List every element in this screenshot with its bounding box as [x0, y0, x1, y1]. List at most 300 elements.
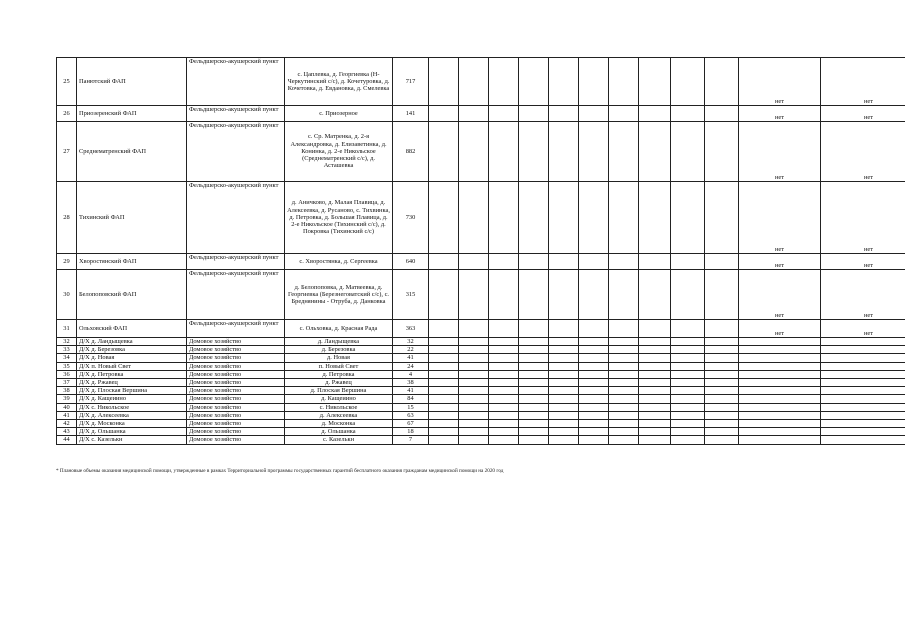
empty-cell: [519, 354, 549, 362]
facility-name: Д/Х д. Петровка: [77, 370, 187, 378]
empty-cell: [549, 270, 579, 320]
empty-cell: [671, 58, 705, 106]
flag-cell-1: нет: [739, 320, 821, 338]
empty-cell: [489, 122, 519, 182]
facility-name: Д/Х д. Алексеевка: [77, 411, 187, 419]
served-localities: д. Ольшанка: [285, 428, 393, 436]
empty-cell: [705, 182, 739, 254]
flag-cell-1: [739, 346, 821, 354]
empty-cell: [579, 420, 609, 428]
empty-cell: [705, 270, 739, 320]
facility-name: Приозеренский ФАП: [77, 106, 187, 122]
empty-cell: [429, 436, 459, 444]
flag-cell-1: [739, 362, 821, 370]
empty-cell: [429, 320, 459, 338]
empty-cell: [519, 122, 549, 182]
empty-cell: [429, 106, 459, 122]
flag-cell-1: [739, 370, 821, 378]
empty-cell: [671, 106, 705, 122]
served-localities: д. Ландыщевка: [285, 338, 393, 346]
empty-cell: [671, 362, 705, 370]
flag-cell-2: [821, 354, 905, 362]
facility-type: Домовое хозяйство: [187, 338, 285, 346]
empty-cell: [705, 436, 739, 444]
row-number: 26: [57, 106, 77, 122]
empty-cell: [579, 254, 609, 270]
empty-cell: [671, 122, 705, 182]
population: 7: [393, 436, 429, 444]
flag-cell-1: [739, 395, 821, 403]
empty-cell: [459, 387, 489, 395]
served-localities: д. Новая: [285, 354, 393, 362]
empty-cell: [519, 338, 549, 346]
empty-cell: [671, 254, 705, 270]
empty-cell: [459, 370, 489, 378]
population: 640: [393, 254, 429, 270]
empty-cell: [639, 387, 671, 395]
served-localities: д. Белопоповка, д. Матвеевка, д. Георгиевка (Березнеговатский с/с), с. Бреднянины - Отруба, д. Данковка: [285, 270, 393, 320]
empty-cell: [489, 403, 519, 411]
row-number: 35: [57, 362, 77, 370]
empty-cell: [549, 122, 579, 182]
table-row: [57, 338, 905, 346]
empty-cell: [609, 58, 639, 106]
empty-cell: [489, 270, 519, 320]
facility-name: Д/Х д. Березовка: [77, 346, 187, 354]
empty-cell: [579, 338, 609, 346]
empty-cell: [519, 403, 549, 411]
empty-cell: [429, 338, 459, 346]
facility-type: Фельдшерско-акушерский пункт: [187, 106, 285, 122]
empty-cell: [549, 182, 579, 254]
empty-cell: [519, 254, 549, 270]
table-row: [57, 395, 905, 403]
population: 18: [393, 428, 429, 436]
flag-cell-1: нет: [739, 106, 821, 122]
flag-cell-2: [821, 411, 905, 419]
row-number: 42: [57, 420, 77, 428]
facility-type: Домовое хозяйство: [187, 387, 285, 395]
table-row: [57, 403, 905, 411]
row-number: 27: [57, 122, 77, 182]
empty-cell: [609, 254, 639, 270]
empty-cell: [549, 106, 579, 122]
empty-cell: [459, 122, 489, 182]
row-number: 28: [57, 182, 77, 254]
empty-cell: [671, 403, 705, 411]
empty-cell: [579, 387, 609, 395]
population: 67: [393, 420, 429, 428]
flag-cell-2: [821, 387, 905, 395]
empty-cell: [671, 338, 705, 346]
empty-cell: [609, 395, 639, 403]
flag-cell-2: нет: [821, 182, 905, 254]
table-row: [57, 370, 905, 378]
facility-type: Фельдшерско-акушерский пункт: [187, 320, 285, 338]
table-row: [57, 362, 905, 370]
empty-cell: [429, 346, 459, 354]
empty-cell: [639, 436, 671, 444]
empty-cell: [549, 58, 579, 106]
empty-cell: [639, 362, 671, 370]
empty-cell: [489, 395, 519, 403]
empty-cell: [609, 403, 639, 411]
facility-name: Д/Х п. Новый Свет: [77, 362, 187, 370]
row-number: 30: [57, 270, 77, 320]
empty-cell: [579, 122, 609, 182]
table-row: [57, 106, 905, 122]
empty-cell: [549, 338, 579, 346]
served-localities: д. Березовка: [285, 346, 393, 354]
flag-cell-2: нет: [821, 122, 905, 182]
served-localities: д. Москонка: [285, 420, 393, 428]
empty-cell: [489, 436, 519, 444]
population: 32: [393, 338, 429, 346]
served-localities: с. Ср. Матренка, д. 2-я Александровка, д. Елизаветинка, д. Конинка, д. 2-е Никольское (Среднематренский с/с), д. Асташевка: [285, 122, 393, 182]
medical-facilities-table: [56, 57, 905, 445]
facility-name: Д/Х д. Новая: [77, 354, 187, 362]
empty-cell: [489, 354, 519, 362]
empty-cell: [549, 428, 579, 436]
row-number: 29: [57, 254, 77, 270]
flag-cell-1: нет: [739, 254, 821, 270]
flag-cell-1: [739, 411, 821, 419]
empty-cell: [639, 346, 671, 354]
empty-cell: [609, 436, 639, 444]
empty-cell: [579, 436, 609, 444]
row-number: 36: [57, 370, 77, 378]
empty-cell: [609, 379, 639, 387]
empty-cell: [609, 106, 639, 122]
flag-cell-1: нет: [739, 122, 821, 182]
facility-type: Домовое хозяйство: [187, 354, 285, 362]
empty-cell: [639, 320, 671, 338]
served-localities: д. Ржавец: [285, 379, 393, 387]
empty-cell: [579, 320, 609, 338]
empty-cell: [459, 420, 489, 428]
empty-cell: [459, 58, 489, 106]
empty-cell: [459, 346, 489, 354]
flag-cell-2: нет: [821, 270, 905, 320]
facility-type: Домовое хозяйство: [187, 436, 285, 444]
empty-cell: [609, 387, 639, 395]
empty-cell: [639, 354, 671, 362]
flag-cell-1: нет: [739, 182, 821, 254]
facility-type: Домовое хозяйство: [187, 411, 285, 419]
empty-cell: [639, 58, 671, 106]
empty-cell: [705, 411, 739, 419]
table-row: [57, 379, 905, 387]
empty-cell: [705, 58, 739, 106]
table-body: [57, 58, 905, 445]
empty-cell: [489, 106, 519, 122]
table-row: [57, 122, 905, 182]
served-localities: с. Цаплевка, д. Георгиевка (Н-Черкутинский с/с), д. Кочетуровка, д. Кочетовка, д. Евдановка, д. Смелевка: [285, 58, 393, 106]
flag-cell-2: нет: [821, 320, 905, 338]
table-row: [57, 182, 905, 254]
population: 15: [393, 403, 429, 411]
facility-type: Домовое хозяйство: [187, 428, 285, 436]
empty-cell: [705, 403, 739, 411]
facility-name: Д/Х д. Москонка: [77, 420, 187, 428]
empty-cell: [429, 354, 459, 362]
population: 24: [393, 362, 429, 370]
empty-cell: [519, 106, 549, 122]
empty-cell: [429, 379, 459, 387]
empty-cell: [459, 436, 489, 444]
empty-cell: [705, 338, 739, 346]
empty-cell: [549, 403, 579, 411]
empty-cell: [579, 354, 609, 362]
empty-cell: [705, 106, 739, 122]
empty-cell: [639, 379, 671, 387]
empty-cell: [639, 270, 671, 320]
facility-name: Хворостянский ФАП: [77, 254, 187, 270]
flag-cell-2: [821, 395, 905, 403]
empty-cell: [639, 370, 671, 378]
empty-cell: [489, 182, 519, 254]
served-localities: д. Петровка: [285, 370, 393, 378]
empty-cell: [549, 411, 579, 419]
flag-cell-1: [739, 436, 821, 444]
empty-cell: [609, 362, 639, 370]
empty-cell: [639, 122, 671, 182]
empty-cell: [519, 411, 549, 419]
served-localities: с. Казелькн: [285, 436, 393, 444]
row-number: 43: [57, 428, 77, 436]
empty-cell: [609, 370, 639, 378]
facility-type: Фельдшерско-акушерский пункт: [187, 182, 285, 254]
empty-cell: [489, 338, 519, 346]
row-number: 31: [57, 320, 77, 338]
empty-cell: [705, 428, 739, 436]
table-row: [57, 387, 905, 395]
population: 4: [393, 370, 429, 378]
served-localities: с. Приозерное: [285, 106, 393, 122]
empty-cell: [519, 370, 549, 378]
population: 84: [393, 395, 429, 403]
empty-cell: [519, 362, 549, 370]
empty-cell: [549, 436, 579, 444]
empty-cell: [609, 346, 639, 354]
empty-cell: [459, 362, 489, 370]
empty-cell: [489, 428, 519, 436]
empty-cell: [609, 270, 639, 320]
empty-cell: [671, 395, 705, 403]
facility-name: Д/Х д. Кащеиино: [77, 395, 187, 403]
facility-type: Домовое хозяйство: [187, 395, 285, 403]
empty-cell: [579, 428, 609, 436]
empty-cell: [549, 354, 579, 362]
empty-cell: [705, 379, 739, 387]
empty-cell: [519, 436, 549, 444]
empty-cell: [489, 320, 519, 338]
empty-cell: [429, 395, 459, 403]
empty-cell: [671, 411, 705, 419]
empty-cell: [519, 320, 549, 338]
facility-name: Д/Х д. Ольшанка: [77, 428, 187, 436]
flag-cell-2: нет: [821, 106, 905, 122]
empty-cell: [429, 254, 459, 270]
empty-cell: [671, 320, 705, 338]
population: 717: [393, 58, 429, 106]
empty-cell: [549, 420, 579, 428]
facility-name: Панютский ФАП: [77, 58, 187, 106]
flag-cell-1: [739, 403, 821, 411]
empty-cell: [459, 395, 489, 403]
facility-type: Домовое хозяйство: [187, 370, 285, 378]
empty-cell: [489, 379, 519, 387]
empty-cell: [671, 420, 705, 428]
population: 22: [393, 346, 429, 354]
facility-name: Д/Х с. Никольское: [77, 403, 187, 411]
empty-cell: [549, 379, 579, 387]
flag-cell-1: [739, 420, 821, 428]
facility-name: Д/Х д. Ржавец: [77, 379, 187, 387]
facility-type: Домовое хозяйство: [187, 420, 285, 428]
empty-cell: [489, 58, 519, 106]
empty-cell: [459, 354, 489, 362]
empty-cell: [705, 254, 739, 270]
row-number: 39: [57, 395, 77, 403]
empty-cell: [459, 182, 489, 254]
table-row: [57, 346, 905, 354]
empty-cell: [705, 354, 739, 362]
row-number: 25: [57, 58, 77, 106]
empty-cell: [671, 346, 705, 354]
empty-cell: [609, 320, 639, 338]
empty-cell: [459, 428, 489, 436]
flag-cell-1: нет: [739, 58, 821, 106]
empty-cell: [549, 320, 579, 338]
empty-cell: [579, 58, 609, 106]
empty-cell: [705, 420, 739, 428]
flag-cell-2: [821, 403, 905, 411]
empty-cell: [609, 428, 639, 436]
empty-cell: [609, 338, 639, 346]
facility-type: Домовое хозяйство: [187, 362, 285, 370]
empty-cell: [639, 395, 671, 403]
empty-cell: [519, 182, 549, 254]
row-number: 41: [57, 411, 77, 419]
empty-cell: [459, 270, 489, 320]
empty-cell: [519, 346, 549, 354]
table-row: [57, 58, 905, 106]
empty-cell: [705, 346, 739, 354]
empty-cell: [489, 411, 519, 419]
facility-type: Фельдшерско-акушерский пункт: [187, 254, 285, 270]
empty-cell: [579, 106, 609, 122]
empty-cell: [459, 320, 489, 338]
flag-cell-2: нет: [821, 254, 905, 270]
served-localities: д. Плоская Вершина: [285, 387, 393, 395]
empty-cell: [549, 370, 579, 378]
population: 38: [393, 379, 429, 387]
flag-cell-2: [821, 370, 905, 378]
table-row: [57, 436, 905, 444]
empty-cell: [519, 58, 549, 106]
empty-cell: [429, 270, 459, 320]
flag-cell-2: [821, 436, 905, 444]
flag-cell-2: [821, 338, 905, 346]
empty-cell: [609, 354, 639, 362]
row-number: 40: [57, 403, 77, 411]
empty-cell: [579, 403, 609, 411]
empty-cell: [705, 395, 739, 403]
row-number: 32: [57, 338, 77, 346]
empty-cell: [459, 403, 489, 411]
table-row: [57, 411, 905, 419]
flag-cell-1: [739, 379, 821, 387]
flag-cell-1: [739, 338, 821, 346]
row-number: 34: [57, 354, 77, 362]
empty-cell: [639, 338, 671, 346]
empty-cell: [671, 270, 705, 320]
facility-name: Среднематренский ФАП: [77, 122, 187, 182]
empty-cell: [639, 428, 671, 436]
empty-cell: [519, 420, 549, 428]
empty-cell: [671, 354, 705, 362]
facility-name: Ольховский ФАП: [77, 320, 187, 338]
facility-type: Фельдшерско-акушерский пункт: [187, 270, 285, 320]
empty-cell: [579, 370, 609, 378]
population: 141: [393, 106, 429, 122]
empty-cell: [705, 370, 739, 378]
flag-cell-2: [821, 346, 905, 354]
served-localities: с. Никольское: [285, 403, 393, 411]
table-row: [57, 254, 905, 270]
facility-name: Белопоповский ФАП: [77, 270, 187, 320]
row-number: 44: [57, 436, 77, 444]
empty-cell: [671, 428, 705, 436]
flag-cell-2: [821, 420, 905, 428]
empty-cell: [489, 370, 519, 378]
flag-cell-2: [821, 379, 905, 387]
flag-cell-1: нет: [739, 270, 821, 320]
empty-cell: [579, 379, 609, 387]
facility-name: Тихинский ФАП: [77, 182, 187, 254]
empty-cell: [489, 362, 519, 370]
empty-cell: [459, 338, 489, 346]
empty-cell: [519, 387, 549, 395]
empty-cell: [549, 254, 579, 270]
served-localities: д. Кащеиино: [285, 395, 393, 403]
empty-cell: [671, 370, 705, 378]
empty-cell: [609, 122, 639, 182]
empty-cell: [639, 182, 671, 254]
empty-cell: [429, 403, 459, 411]
facility-name: Д/Х д. Плоская Вершина: [77, 387, 187, 395]
empty-cell: [579, 395, 609, 403]
facility-type: Домовое хозяйство: [187, 346, 285, 354]
empty-cell: [489, 346, 519, 354]
empty-cell: [671, 436, 705, 444]
empty-cell: [549, 362, 579, 370]
empty-cell: [639, 411, 671, 419]
empty-cell: [609, 182, 639, 254]
empty-cell: [429, 370, 459, 378]
served-localities: с. Ольховка, д. Красная Рада: [285, 320, 393, 338]
empty-cell: [609, 420, 639, 428]
empty-cell: [671, 182, 705, 254]
flag-cell-2: [821, 428, 905, 436]
empty-cell: [489, 387, 519, 395]
footnote: * Плановые объемы оказания медицинской помощи, утвержденные в рамках Территориальной программы государственных гарантий бесплатного оказания гражданам медицинской помощи на 2020 год: [56, 468, 504, 474]
empty-cell: [549, 395, 579, 403]
flag-cell-2: [821, 362, 905, 370]
empty-cell: [579, 346, 609, 354]
facility-type: Фельдшерско-акушерский пункт: [187, 58, 285, 106]
